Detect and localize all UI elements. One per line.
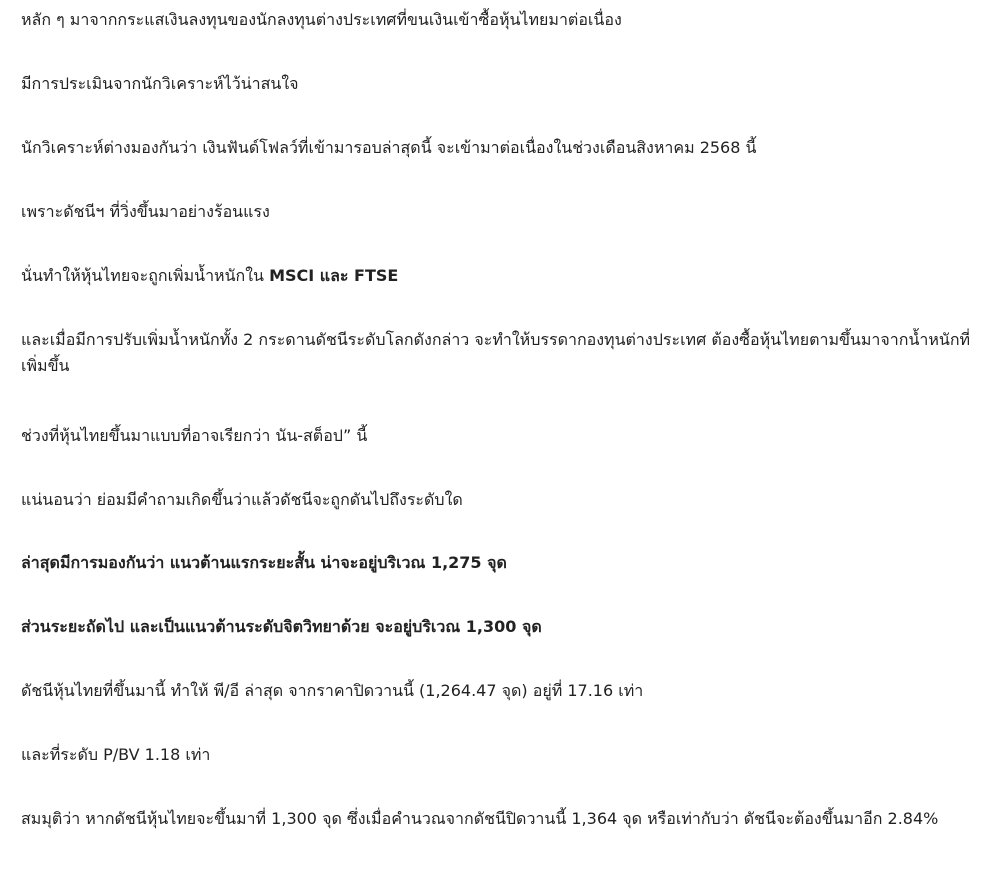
paragraph-pbv-ratio: และที่ระดับ P/BV 1.18 เท่า: [21, 745, 211, 764]
paragraph-msci-ftse: [21, 263, 976, 289]
paragraph-non-stop: ช่วงที่หุ้นไทยขึ้นมาแบบที่อาจเรียกว่า นัน-สต็อป” นี้: [21, 426, 368, 445]
paragraph-msci-ftse-lead: นั่นทำให้หุ้นไทยจะถูกเพิ่มน้ำหนักใน: [21, 266, 270, 285]
paragraph-question-level: แน่นอนว่า ย่อมมีคำถามเกิดขึ้นว่าแล้วดัชนีจะถูกดันไปถึงระดับใด: [21, 490, 463, 509]
paragraph-weight-increase: และเมื่อมีการปรับเพิ่มน้ำหนักทั้ง 2 กระดานดัชนีระดับโลกดังกล่าว จะทำให้บรรดากองทุนต่างประเทศ ต้องซื้อหุ้นไทยตามขึ้นมาจากน้ำหนักที่เพิ่มขึ้น: [21, 330, 971, 375]
paragraph-foreign-fund-flow: หลัก ๆ มาจากกระแสเงินลงทุนของนักลงทุนต่างประเทศที่ขนเงินเข้าซื้อหุ้นไทยมาต่อเนื่อง: [21, 10, 622, 29]
paragraph-psychological-resistance: ส่วนระยะถัดไป และเป็นแนวต้านระดับจิตวิทยาด้วย จะอยู่บริเวณ 1,300 จุด: [21, 617, 542, 636]
paragraph-analyst-assessment: มีการประเมินจากนักวิเคราะห์ไว้น่าสนใจ: [21, 74, 299, 93]
paragraph-pe-ratio: ดัชนีหุ้นไทยที่ขึ้นมานี้ ทำให้ พี/อี ล่าสุด จากราคาปิดวานนี้ (1,264.47 จุด) อยู่ที่ 17.16 เท่า: [21, 681, 644, 700]
paragraph-assumption-upside: สมมุติว่า หากดัชนีหุ้นไทยจะขึ้นมาที่ 1,300 จุด ซึ่งเมื่อคำนวณจากดัชนีปิดวานนี้ 1,364 จุด หรือเท่ากับว่า ดัชนีจะต้องขึ้นมาอีก 2.84%: [21, 809, 939, 828]
paragraph-index-rally: เพราะดัชนีฯ ที่วิ่งขึ้นมาอย่างร้อนแรง: [21, 202, 270, 221]
paragraph-fund-flow-august: นักวิเคราะห์ต่างมองกันว่า เงินฟันด์โฟลว์ที่เข้ามารอบล่าสุดนี้ จะเข้ามาต่อเนื่องในช่วงเดือนสิงหาคม 2568 นี้: [21, 138, 757, 157]
msci-ftse-emphasis: MSCI และ FTSE: [269, 266, 399, 285]
paragraph-first-resistance: ล่าสุดมีการมองกันว่า แนวต้านแรกระยะสั้น น่าจะอยู่บริเวณ 1,275 จุด: [21, 553, 507, 572]
